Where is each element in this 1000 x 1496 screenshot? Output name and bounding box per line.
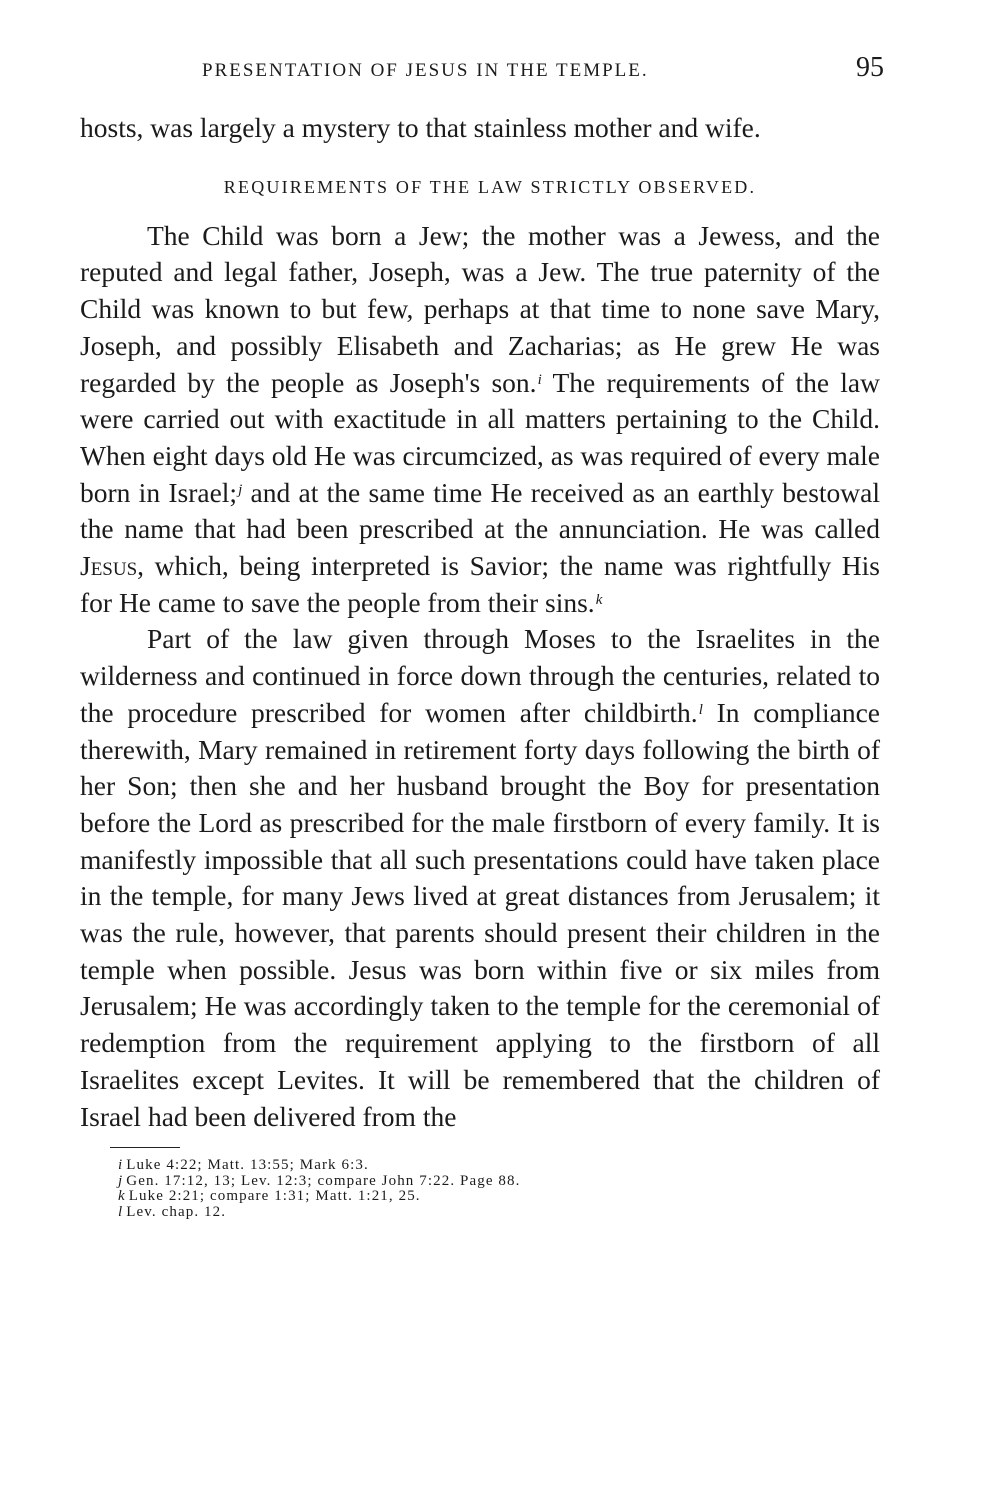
paragraph-1-text-a: The Child was born a Jew; the mother was a Jewess, and the reputed and legal father, Joseph, was a Jew. The true paternity of the Child was known to but few, perhaps at that time to none save Mary, Joseph, and possibly Elisabeth and Zacharias; as He grew He was regarded by the people as Joseph's son. <box>80 219 880 398</box>
chapter-title: PRESENTATION OF JESUS IN THE TEMPLE. <box>202 60 649 81</box>
footnote-ref-k: k <box>595 591 603 608</box>
footnote-ref-l: l <box>698 701 703 718</box>
paragraph-1-text-c: and at the same time He received as an earthly bestowal the name that had been prescribed at the annunciation. He was called <box>80 476 881 545</box>
section-heading: REQUIREMENTS OF THE LAW STRICTLY OBSERVED. <box>223 176 757 197</box>
footnote-l <box>118 1205 880 1221</box>
footnote-mark: k <box>118 1188 126 1205</box>
footnote-ref-i: i <box>537 371 542 388</box>
page-number: 95 <box>856 52 884 83</box>
footnote-text: Luke 4:22; Matt. 13:55; Mark 6:3. <box>126 1157 369 1174</box>
footnote-mark: i <box>118 1157 124 1174</box>
footnote-mark: l <box>118 1203 124 1220</box>
paragraph-2 <box>80 621 880 1135</box>
footnote-divider <box>110 1147 180 1148</box>
book-page <box>80 52 884 1220</box>
footnotes <box>118 1158 880 1220</box>
paragraph-2-text-b: In compliance therewith, Mary remained in retirement forty days following the birth of her Son; then she and her husband brought the Boy for presentation before the Lord as prescribed for the male firstborn of every family. It is manifestly impossible that all such presentations could have taken place in the temple, for many Jews lived at great distances from Jerusalem; it was the rule, however, that parents should present their children in the temple when possible. Jesus was born within five or six miles from Jerusalem; He was accordingly taken to the temple for the ceremonial of redemption from the requirement applying to the firstborn of all Israelites except Levites. It will be remembered that the children of Israel had been delivered from the <box>80 696 880 1132</box>
footnote-i <box>118 1158 880 1174</box>
footnote-text: Luke 2:21; compare 1:31; Matt. 1:21, 25. <box>128 1188 421 1205</box>
paragraph-2-text-a: Part of the law given through Moses to the Israelites in the wilderness and continued in force down through the centuries, related to the procedure prescribed for women after childbirth. <box>80 623 880 728</box>
continuation-paragraph: hosts, was largely a mystery to that stainless mother and wife. <box>80 112 761 143</box>
footnote-k <box>118 1189 880 1205</box>
paragraph-1-text-b: The requirements of the law were carried out with exactitude in all matters pertaining to the Child. When eight days old He was circumcized, as was required of every male born in Israel; <box>80 366 880 508</box>
jesus-small-caps: Jesus <box>80 550 138 582</box>
footnote-ref-j: j <box>238 481 243 498</box>
paragraph-1 <box>80 218 880 622</box>
footnote-j <box>118 1174 880 1190</box>
footnote-text: Gen. 17:12, 13; Lev. 12:3; compare John 7:22. Page 88. <box>126 1172 521 1189</box>
paragraph-1-text-d: , which, being interpreted is Savior; the name was rightfully His for He came to save the people from their sins. <box>80 550 880 618</box>
running-header <box>80 52 884 92</box>
footnote-mark: j <box>118 1172 124 1189</box>
footnote-text: Lev. chap. 12. <box>126 1203 227 1220</box>
